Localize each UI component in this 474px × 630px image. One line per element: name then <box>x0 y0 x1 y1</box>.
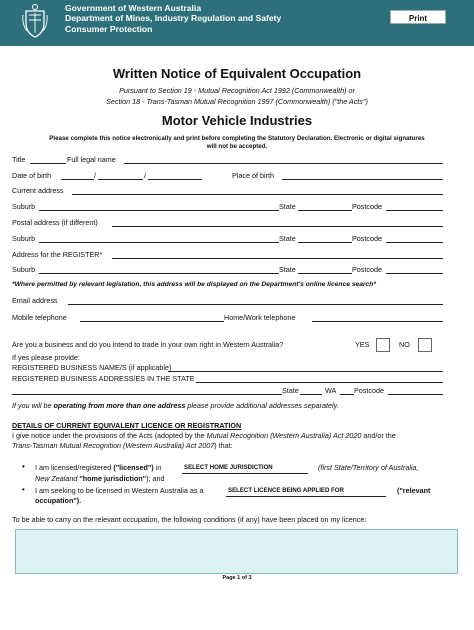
pursuant-line-2: Section 18 - Trans-Tasman Mutual Recognition 1997 (Commonwealth) ("the Acts") <box>106 97 368 106</box>
register-note: *Where permitted by relevant legislation, this address will be displayed on the Department's online licence search* <box>12 281 376 288</box>
postcode-field[interactable] <box>386 210 443 211</box>
instructions-line-1: Please complete this notice electronically and print before completing the Statutory Declaration. Electronic or digital signatures <box>49 135 425 142</box>
business-state-field[interactable] <box>300 394 322 395</box>
register-state-label: State <box>279 265 296 274</box>
bullet-2-icon: • <box>22 485 25 494</box>
register-postcode-field[interactable] <box>386 273 443 274</box>
register-state-field[interactable] <box>298 273 352 274</box>
document-title: Written Notice of Equivalent Occupation <box>112 66 362 81</box>
seeking-licence-text: I am seeking to be licensed in Western Australia as a <box>35 486 204 495</box>
agency-line-division: Consumer Protection <box>65 23 153 34</box>
place-of-birth-field[interactable] <box>282 179 443 180</box>
postal-suburb-field[interactable] <box>39 242 279 243</box>
dob-day-field[interactable] <box>61 179 94 180</box>
full-legal-name-label: Full legal name <box>67 155 116 164</box>
dob-month-field[interactable] <box>98 179 143 180</box>
postal-state-label: State <box>279 234 296 243</box>
home-jurisdiction-line-2: New Zealand "home jurisdiction"); and <box>35 474 165 483</box>
postal-postcode-label: Postcode <box>352 234 382 243</box>
home-work-label: Home/Work telephone <box>224 313 296 322</box>
agency-name <box>65 3 281 34</box>
print-button[interactable]: Print <box>390 10 446 24</box>
register-suburb-field[interactable] <box>39 273 279 274</box>
suburb-label: Suburb <box>12 202 36 211</box>
postal-address-label: Postal address (if different) <box>12 218 98 227</box>
postal-suburb-label: Suburb <box>12 234 36 243</box>
business-state-line <box>340 394 354 395</box>
business-address-field[interactable] <box>196 382 443 383</box>
register-address-label: Address for the REGISTER* <box>12 250 103 259</box>
licence-details-heading: DETAILS OF CURRENT EQUIVALENT LICENCE OR REGISTRATION <box>12 421 242 430</box>
dob-slash-2: / <box>144 171 146 180</box>
title-label: Title <box>12 155 26 164</box>
mobile-label: Mobile telephone <box>12 313 67 322</box>
bullet-1-icon: • <box>22 462 25 471</box>
home-work-field[interactable] <box>312 321 443 322</box>
dob-slash-1: / <box>94 171 96 180</box>
postal-postcode-field[interactable] <box>386 242 443 243</box>
yes-checkbox[interactable] <box>376 338 390 352</box>
register-postcode-label: Postcode <box>352 265 382 274</box>
email-label: Email address <box>12 296 58 305</box>
business-postcode-field[interactable] <box>388 394 443 395</box>
page-number: Page 1 of 3 <box>222 575 252 581</box>
business-name-label: REGISTERED BUSINESS NAME/S (if applicable) <box>12 363 172 372</box>
no-label: NO <box>399 340 410 349</box>
occupation-text: occupation"). <box>35 496 82 505</box>
business-suburb-field[interactable] <box>12 394 282 395</box>
agency-header <box>0 0 474 46</box>
business-name-field[interactable] <box>168 371 443 372</box>
full-legal-name-field[interactable] <box>124 163 443 164</box>
mobile-field[interactable] <box>80 321 224 322</box>
relevant-occupation-text: ("relevant <box>397 486 431 495</box>
business-state-value: WA <box>325 386 337 395</box>
multiple-address-note: If you will be operating from more than one address please provide additional addresses separately. <box>12 401 339 410</box>
conditions-textarea[interactable] <box>15 529 458 574</box>
state-label: State <box>279 202 296 211</box>
home-jurisdiction-note: (first State/Territory of Australia, <box>318 463 419 472</box>
give-notice-line-1: I give notice under the provisions of the Acts (adopted by the Mutual Recognition (Western Australia) Act 2020 and/or the <box>12 431 396 440</box>
dob-year-field[interactable] <box>148 179 202 180</box>
wa-coat-of-arms-icon <box>22 3 48 39</box>
date-of-birth-label: Date of birth <box>12 171 52 180</box>
place-of-birth-label: Place of birth <box>232 171 274 180</box>
agency-line-government: Government of Western Australia <box>65 3 202 13</box>
business-address-label: REGISTERED BUSINESS ADDRESS/ES IN THE STATE <box>12 374 195 383</box>
document-subtitle: Motor Vehicle Industries <box>161 113 313 128</box>
register-suburb-label: Suburb <box>12 265 36 274</box>
licensed-in-text: I am licensed/registered ("licensed") in <box>35 463 162 472</box>
current-address-field[interactable] <box>72 194 443 195</box>
home-jurisdiction-select[interactable]: SELECT HOME JURISDICTION <box>182 463 308 474</box>
business-postcode-label: Postcode <box>354 386 384 395</box>
state-field[interactable] <box>298 210 352 211</box>
postal-address-field[interactable] <box>112 226 443 227</box>
conditions-label: To be able to carry on the relevant occupation, the following conditions (if any) have been placed on my licence: <box>12 515 367 524</box>
yes-label: YES <box>355 340 370 349</box>
no-checkbox[interactable] <box>418 338 432 352</box>
postal-state-field[interactable] <box>298 242 352 243</box>
instructions-line-2: will not be accepted. <box>206 143 268 150</box>
business-question: Are you a business and do you intend to trade in your own right in Western Australia? <box>12 340 284 349</box>
current-address-label: Current address <box>12 186 64 195</box>
email-field[interactable] <box>68 304 443 305</box>
agency-line-department: Department of Mines, Industry Regulation and Safety <box>65 13 282 24</box>
give-notice-line-2: Trans-Tasman Mutual Recognition (Western Australia) Act 2007) that: <box>12 441 233 450</box>
register-address-field[interactable] <box>112 258 443 259</box>
pursuant-line-1: Pursuant to Section 19 - Mutual Recognition Act 1992 (Commonwealth) or <box>119 86 355 95</box>
suburb-field[interactable] <box>39 210 279 211</box>
licence-type-select[interactable]: SELECT LICENCE BEING APPLIED FOR <box>226 486 386 497</box>
postcode-label: Postcode <box>352 202 382 211</box>
title-field[interactable] <box>30 163 66 164</box>
business-state-label: State <box>282 386 299 395</box>
if-yes-label: If yes please provide: <box>12 353 80 362</box>
